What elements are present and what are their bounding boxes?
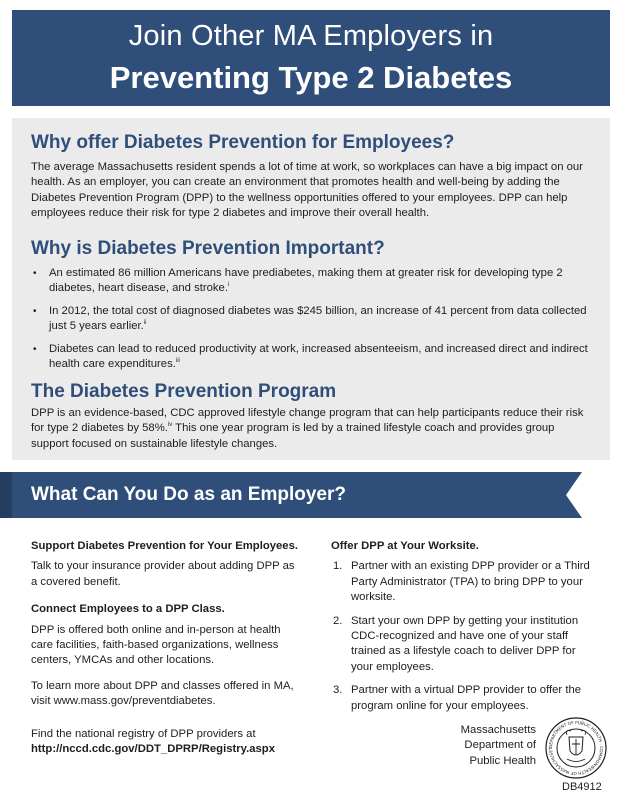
header-line-2: Preventing Type 2 Diabetes: [109, 60, 513, 95]
bullet-text: An estimated 86 million Americans have prediabetes, making them at greater risk for developing type 2 diabetes, heart disease, and stroke.: [49, 267, 563, 295]
learn-more-text: To learn more about DPP and classes offered in MA, visit www.mass.gov/preventdiabetes.: [31, 679, 294, 708]
step-item: [331, 614, 591, 676]
step-number: 1.: [333, 560, 343, 573]
section-body-dpp: [31, 406, 591, 452]
step-number: 3.: [333, 684, 343, 697]
registry-link[interactable]: http://nccd.cdc.gov/DDT_DPRP/Registry.aspx: [31, 743, 275, 756]
header-line-1: Join Other MA Employers in: [128, 20, 494, 52]
document-code: DB4912: [562, 781, 602, 793]
step-text: Start your own DPP by getting your institution CDC-recognized and have one of your staff trained as a lifestyle coach to deliver DPP for your employees.: [351, 614, 579, 673]
footnote-ref: iii: [175, 358, 180, 365]
footnote-ref: ii: [143, 320, 147, 327]
bullet-item: [31, 304, 591, 335]
employer-section-title: What Can You Do as an Employer?: [31, 484, 346, 505]
step-text: Partner with a virtual DPP provider to offer the program online for your employees.: [351, 684, 582, 712]
step-item: [331, 559, 591, 605]
registry-label: Find the national registry of DPP providers at: [31, 728, 256, 740]
step-item: [331, 683, 591, 714]
section-heading-dpp: The Diabetes Prevention Program: [31, 381, 337, 402]
section-heading-why-important: Why is Diabetes Prevention Important?: [31, 238, 385, 259]
worksite-subheading: Offer DPP at Your Worksite.: [331, 540, 479, 552]
connect-text: DPP is offered both online and in-person at health care facilities, faith-based organizations, wellness centers, YMCAs and other locations.: [31, 623, 281, 667]
support-subheading: Support Diabetes Prevention for Your Employees.: [31, 540, 298, 552]
right-column: [331, 539, 591, 722]
department-line-1: Massachusetts: [460, 724, 536, 736]
bullet-item: [31, 266, 591, 297]
worksite-steps-list: [331, 559, 591, 714]
footnote-ref: i: [227, 282, 230, 289]
connect-subheading: Connect Employees to a DPP Class.: [31, 603, 225, 616]
department-name: [440, 723, 536, 769]
left-column: [31, 539, 303, 720]
section-heading-why-offer: Why offer Diabetes Prevention for Employees?: [31, 132, 455, 153]
bullet-text: In 2012, the total cost of diagnosed diabetes was $245 billion, an increase of 41 percent from data collected just 5 years earlier.: [49, 304, 587, 333]
footnote-ref: iv: [167, 422, 173, 429]
section-body-why-offer: The average Massachusetts resident spends a lot of time at work, so workplaces can have a big impact on our health. As an employer, you can create an environment that promotes health and well-being by adding the Diabetes Prevention Program (DPP) to the wellness opportunities offered to your employees. DPP can help employees reduce their risk for type 2 diabetes and improve their overall health.: [31, 161, 583, 220]
registry-info: [31, 727, 331, 758]
seal-text: DEPARTMENT OF PUBLIC HEALTH · COMMONWEALTH OF MASSACHUSET: [547, 719, 605, 777]
header-banner: [12, 10, 610, 106]
dpp-body-part-b: This one year program is led by a trained lifestyle coach and provides group support focused on sustainable lifestyle changes.: [31, 422, 555, 450]
department-line-3: Public Health: [469, 754, 536, 767]
support-text: Talk to your insurance provider about adding DPP as a covered benefit.: [31, 560, 295, 588]
department-line-2: Department of: [464, 739, 536, 752]
step-text: Partner with an existing DPP provider or a Third Party Administrator (TPA) to bring DPP to your worksite.: [351, 560, 590, 604]
state-seal-icon: [545, 717, 607, 779]
bullet-text: Diabetes can lead to reduced productivity at work, increased absenteeism, and increased direct and indirect health care expenditures.: [49, 342, 588, 371]
step-number: 2.: [333, 614, 343, 627]
importance-bullet-list: [31, 266, 591, 379]
bullet-item: [31, 342, 591, 373]
dpp-body-part-a: DPP is an evidence-based, CDC approved lifestyle change program that can help participants reduce their risk for type 2 diabetes by 58%.: [31, 407, 584, 435]
